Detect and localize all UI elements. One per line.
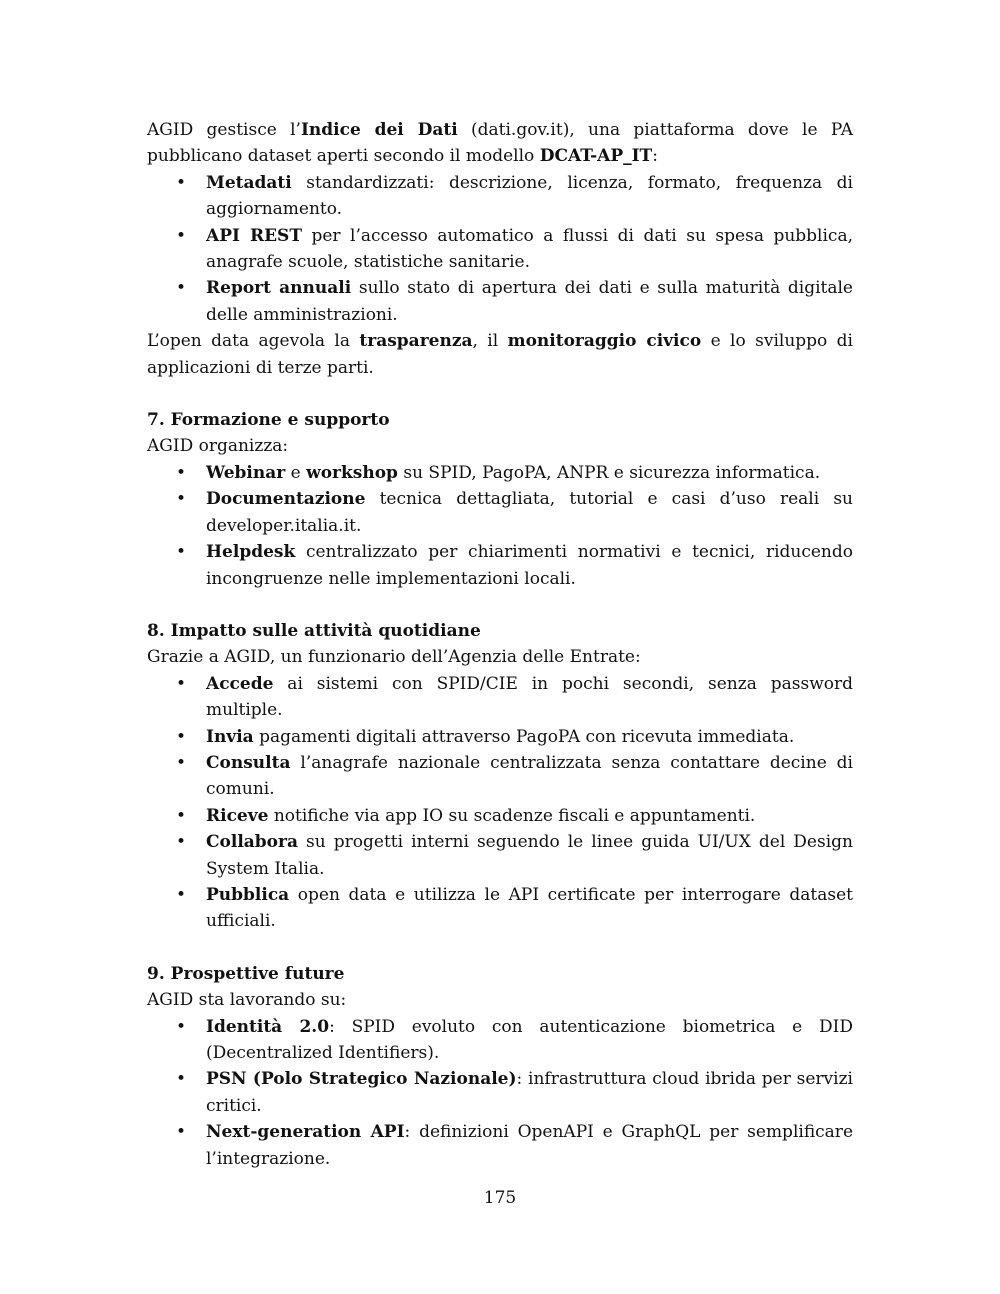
- text-run: :: [652, 146, 658, 167]
- bullet-icon: •: [176, 832, 187, 853]
- section-9-lead: AGID sta lavorando su:: [147, 990, 347, 1011]
- text-run: , il: [472, 331, 508, 352]
- bullet-icon: •: [176, 278, 187, 299]
- bold-term: Collabora: [206, 832, 298, 853]
- bold-term: Identità 2.0: [206, 1016, 330, 1037]
- bullet-icon: •: [176, 752, 187, 773]
- bold-term: Report annuali: [206, 278, 352, 299]
- bold-term: Metadati: [206, 172, 292, 193]
- list-item-text: : definizioni OpenAPI e GraphQL per semplificare l’integrazione.: [206, 1122, 853, 1169]
- list-item-text: sullo stato di apertura dei dati e sulla maturità digitale delle amministrazioni.: [206, 278, 853, 325]
- bold-term: workshop: [306, 462, 398, 483]
- list-item-text: pagamenti digitali attraverso PagoPA con ricevuta immediata.: [253, 726, 795, 747]
- bullet-icon: •: [176, 542, 187, 563]
- bullet-icon: •: [176, 462, 187, 483]
- intro-bullet-list: [147, 170, 853, 328]
- list-item-text: : SPID evoluto con autenticazione biometrica e DID (Decentralized Identifiers).: [206, 1016, 853, 1063]
- section-9-bullet-list: [147, 1014, 853, 1172]
- bold-term: Accede: [206, 673, 274, 694]
- text-run: L’open data agevola la: [147, 331, 360, 352]
- section-spacer: [147, 592, 853, 618]
- open-data-paragraph: [147, 328, 853, 381]
- list-item: [147, 275, 853, 328]
- list-item: [147, 724, 853, 750]
- text-run: su SPID, PagoPA, ANPR e sicurezza informatica.: [397, 462, 821, 483]
- bold-term: Webinar: [206, 462, 286, 483]
- text-run: e lo sviluppo di applicazioni di terze parti.: [147, 331, 853, 378]
- list-item-text: notifiche via app IO su scadenze fiscali e appuntamenti.: [268, 805, 756, 826]
- bullet-icon: •: [176, 1069, 187, 1090]
- bold-term: Invia: [206, 726, 254, 747]
- bold-term: Pubblica: [206, 884, 290, 905]
- bullet-icon: •: [176, 1016, 187, 1037]
- section-7-bullet-list: [147, 460, 853, 592]
- page-number: 175: [483, 1188, 517, 1208]
- bullet-icon: •: [176, 489, 187, 510]
- section-spacer: [147, 935, 853, 961]
- list-item-text: standardizzati: descrizione, licenza, formato, frequenza di aggiornamento.: [206, 172, 853, 220]
- list-item-text: per l’accesso automatico a flussi di dati su spesa pubblica, anagrafe scuole, statistiche sanitarie.: [206, 225, 853, 273]
- list-item: [147, 1014, 853, 1067]
- bold-term: trasparenza: [359, 331, 473, 352]
- list-item: [147, 1066, 853, 1119]
- list-item: [147, 803, 853, 829]
- list-item: [147, 170, 853, 223]
- bullet-icon: •: [176, 1122, 187, 1143]
- bold-term: PSN (Polo Strategico Nazionale): [206, 1069, 517, 1090]
- list-item: [147, 671, 853, 724]
- section-8-bullet-list: [147, 671, 853, 935]
- bullet-icon: •: [176, 225, 187, 246]
- text-run: AGID gestisce l’: [147, 120, 301, 140]
- section-7-lead: AGID organizza:: [147, 436, 289, 457]
- text-run: e: [285, 462, 307, 483]
- page-body: [147, 117, 853, 1172]
- list-item: [147, 486, 853, 539]
- list-item: [147, 750, 853, 803]
- bullet-icon: •: [176, 884, 187, 905]
- bold-term: DCAT-AP_IT: [539, 146, 653, 167]
- list-item: [147, 539, 853, 592]
- bold-term: API REST: [206, 225, 302, 246]
- list-item-text: : infrastruttura cloud ibrida per servizi critici.: [206, 1069, 853, 1116]
- text-run: (dati.gov.it), una piattaforma dove le PA pubblicano dataset aperti secondo il modello: [147, 120, 853, 167]
- section-8-heading: 8. Impatto sulle attività quotidiane: [147, 620, 481, 641]
- section-7-heading: 7. Formazione e supporto: [147, 410, 390, 431]
- bold-term: monitoraggio civico: [507, 331, 702, 352]
- bold-term: Consulta: [206, 752, 291, 773]
- list-item: [147, 223, 853, 276]
- bold-term: Helpdesk: [206, 542, 296, 563]
- list-item-text: tecnica dettagliata, tutorial e casi d’uso reali su developer.italia.it.: [206, 489, 853, 536]
- section-8-lead: Grazie a AGID, un funzionario dell’Agenzia delle Entrate:: [147, 647, 641, 668]
- list-item-text: su progetti interni seguendo le linee guida UI/UX del Design System Italia.: [206, 832, 853, 879]
- list-item-text: l’anagrafe nazionale centralizzata senza contattare decine di comuni.: [206, 752, 853, 800]
- bullet-icon: •: [176, 172, 187, 193]
- intro-paragraph: [147, 117, 853, 170]
- bullet-icon: •: [176, 673, 187, 694]
- bullet-icon: •: [176, 726, 187, 747]
- list-item: [147, 460, 853, 486]
- list-item-text: open data e utilizza le API certificate per interrogare dataset ufficiali.: [206, 884, 853, 932]
- bullet-icon: •: [176, 805, 187, 826]
- list-item-text: ai sistemi con SPID/CIE in pochi secondi, senza password multiple.: [206, 673, 853, 721]
- list-item-text: centralizzato per chiarimenti normativi e tecnici, riducendo incongruenze nelle implementazioni locali.: [206, 542, 853, 589]
- section-spacer: [147, 381, 853, 407]
- bold-term: Next-generation API: [206, 1122, 405, 1143]
- section-9-heading: 9. Prospettive future: [147, 963, 345, 984]
- bold-term: Documentazione: [206, 489, 366, 510]
- list-item: [147, 882, 853, 935]
- list-item: [147, 829, 853, 882]
- list-item: [147, 1119, 853, 1172]
- bold-term: Riceve: [206, 805, 269, 826]
- bold-term: Indice dei Dati: [300, 120, 458, 140]
